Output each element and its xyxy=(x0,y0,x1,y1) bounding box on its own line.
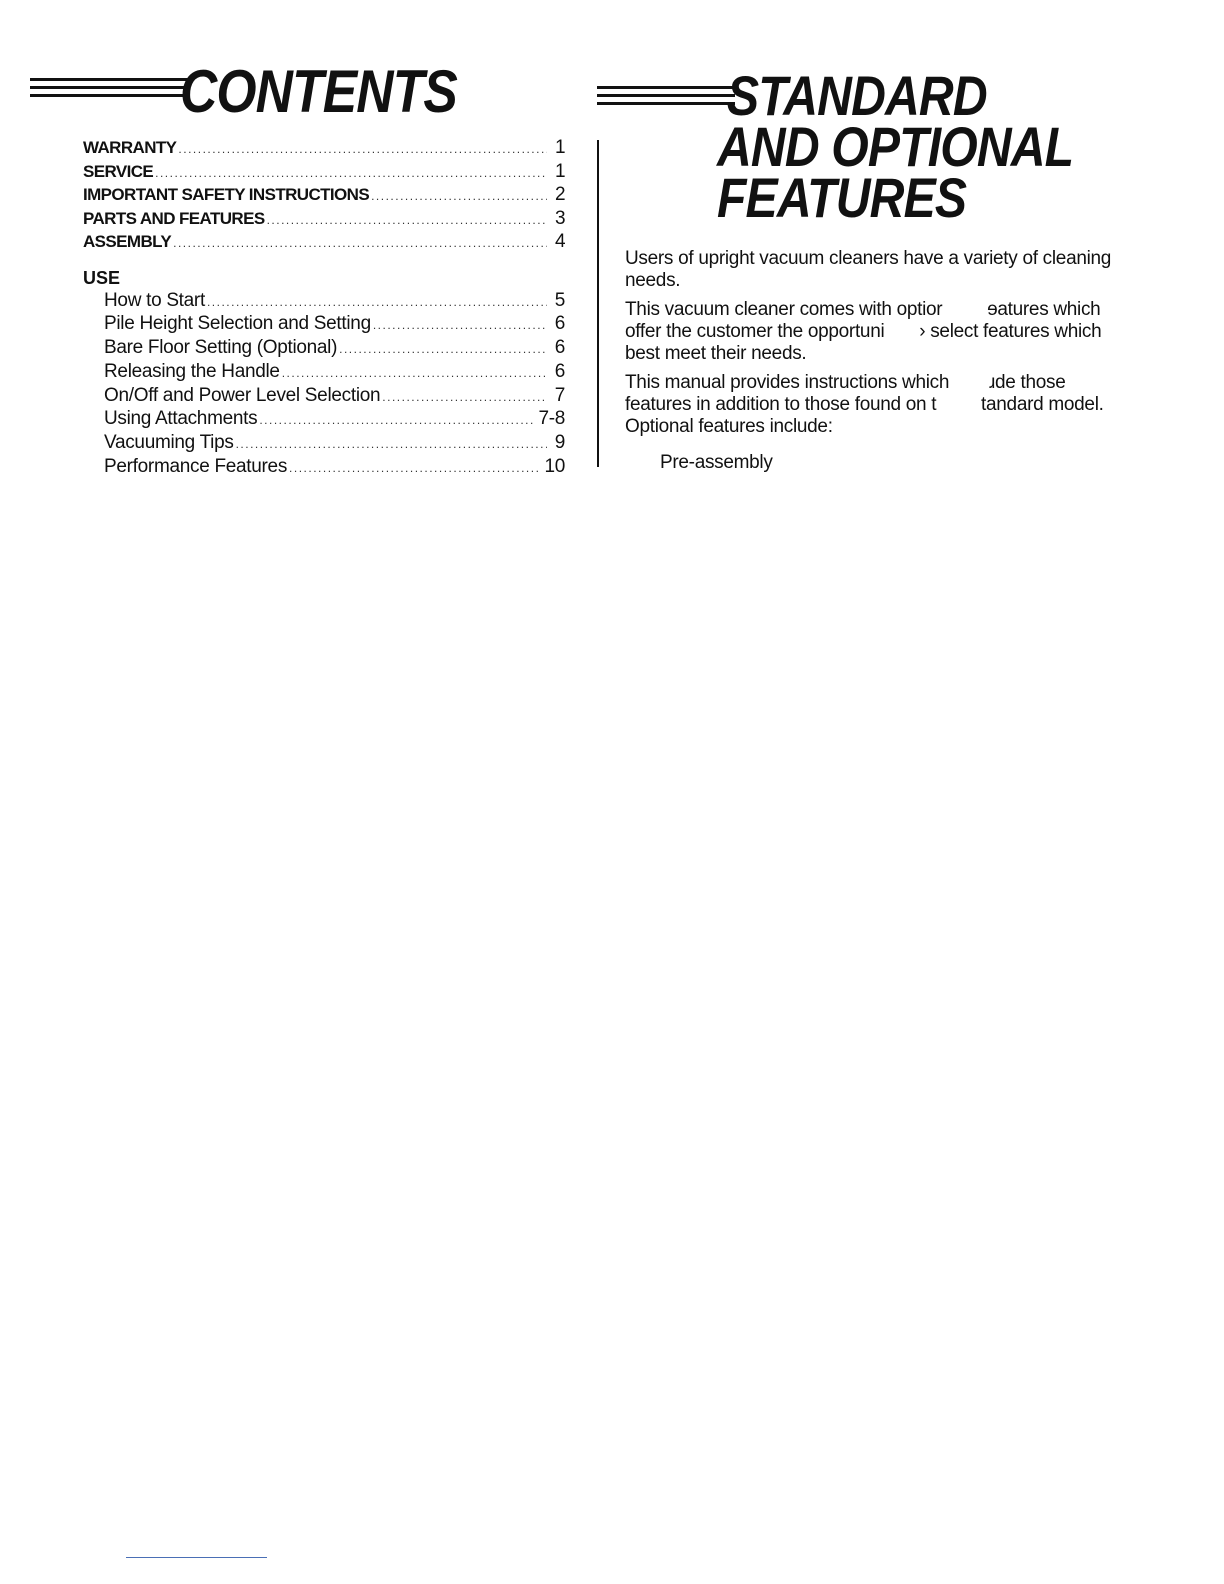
features-title-line: STANDARD xyxy=(727,64,987,127)
toc-page-number: 5 xyxy=(554,289,565,311)
toc-entry-warranty[interactable] xyxy=(83,137,565,161)
toc-entry-service[interactable] xyxy=(83,161,565,185)
toc-leader-dots xyxy=(371,185,547,208)
toc-leader-dots xyxy=(173,232,547,255)
footer-rule xyxy=(126,1557,267,1558)
toc-leader-dots xyxy=(259,409,534,432)
toc-page-number: 1 xyxy=(555,160,565,182)
toc-leader-dots xyxy=(282,362,547,385)
toc-entry-assembly[interactable] xyxy=(83,231,565,255)
toc-leader-dots xyxy=(289,457,540,480)
toc-leader-dots xyxy=(382,386,547,409)
features-paragraph: This vacuum cleaner comes with optior ɘatures which offer the customer the opportuni › select features which best meet their needs. xyxy=(625,299,1102,364)
toc-entry-releasing-handle[interactable] xyxy=(83,361,565,385)
toc-entry-pile-height[interactable] xyxy=(83,313,565,337)
toc-leader-dots xyxy=(155,162,547,185)
toc-leader-dots xyxy=(373,314,547,337)
toc-page-number: 10 xyxy=(544,456,565,478)
features-body xyxy=(625,248,1115,474)
toc-page-number: 2 xyxy=(555,184,565,205)
toc-entry-label: How to Start xyxy=(104,289,205,311)
heading-rule-lines xyxy=(30,78,190,104)
table-of-contents xyxy=(83,137,565,480)
toc-page-number: 6 xyxy=(554,313,565,335)
toc-entry-label: Bare Floor Setting (Optional) xyxy=(104,337,338,359)
toc-leader-dots xyxy=(178,138,547,161)
toc-entry-performance-features[interactable] xyxy=(83,456,565,480)
toc-leader-dots xyxy=(207,291,547,314)
toc-entry-label: Performance Features xyxy=(104,456,288,478)
toc-page-number: 7 xyxy=(554,384,565,406)
toc-entry-safety-instructions[interactable] xyxy=(83,184,565,208)
features-paragraph: This manual provides instructions which ɹde those features in addition to those found on t tandard model. Optional features include: xyxy=(625,372,1104,437)
toc-page-number: 1 xyxy=(555,137,565,158)
toc-section-use: USE xyxy=(83,267,121,288)
toc-entry-label: PARTS AND FEATURES xyxy=(83,208,265,228)
toc-entry-parts-and-features[interactable] xyxy=(83,208,565,232)
toc-entry-label: Pile Height Selection and Setting xyxy=(104,313,371,335)
toc-entry-label: Vacuuming Tips xyxy=(104,432,234,454)
toc-page-number: 4 xyxy=(555,231,565,252)
features-paragraph: Users of upright vacuum cleaners have a variety of cleaning needs. xyxy=(625,248,1112,291)
toc-leader-dots xyxy=(236,433,547,456)
toc-entry-how-to-start[interactable] xyxy=(83,290,565,314)
toc-entry-bare-floor[interactable] xyxy=(83,337,565,361)
toc-leader-dots xyxy=(339,338,547,361)
toc-entry-label: Using Attachments xyxy=(104,408,258,430)
toc-entry-on-off-power[interactable] xyxy=(83,385,565,409)
toc-entry-vacuuming-tips[interactable] xyxy=(83,432,565,456)
toc-entry-label: ASSEMBLY xyxy=(83,232,172,251)
contents-heading xyxy=(30,60,470,124)
toc-page-number: 7-8 xyxy=(538,408,565,430)
features-title-line: AND OPTIONAL xyxy=(717,115,1074,178)
toc-page-number: 3 xyxy=(555,207,565,229)
toc-entry-label: Releasing the Handle xyxy=(104,360,280,382)
toc-entry-using-attachments[interactable] xyxy=(83,408,565,432)
heading-rule-lines xyxy=(597,86,735,112)
features-heading xyxy=(597,66,1117,236)
toc-entry-label: SERVICE xyxy=(83,161,154,181)
toc-page-number: 6 xyxy=(554,337,565,359)
features-title-line: FEATURES xyxy=(717,166,967,229)
toc-entry-label: WARRANTY xyxy=(83,138,177,157)
toc-entry-label: IMPORTANT SAFETY INSTRUCTIONS xyxy=(83,185,370,204)
toc-entry-label: On/Off and Power Level Selection xyxy=(104,384,381,406)
toc-page-number: 9 xyxy=(554,432,565,454)
contents-title: CONTENTS xyxy=(180,58,457,125)
toc-leader-dots xyxy=(267,209,547,232)
feature-list-item: Pre-assembly xyxy=(660,452,773,473)
toc-page-number: 6 xyxy=(554,360,565,382)
